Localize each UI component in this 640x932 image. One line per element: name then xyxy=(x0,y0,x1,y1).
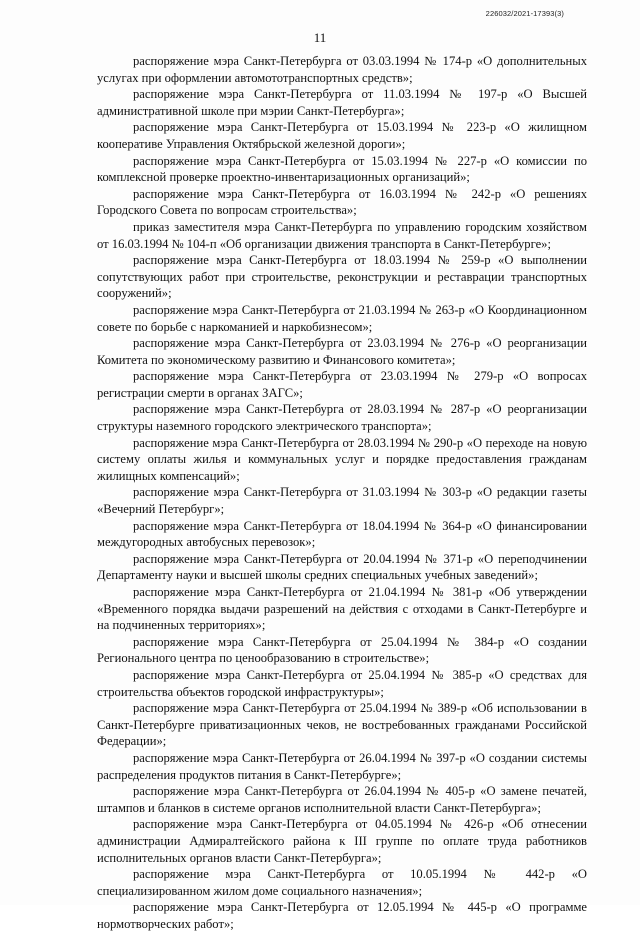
paragraph: распоряжение мэра Санкт-Петербурга от 20.04.1994 № 371-р «О переподчинении Департаменту науки и высшей школы средних специальных учебных заведений»; xyxy=(97,551,587,583)
paragraph: распоряжение мэра Санкт-Петербурга от 10.05.1994 № 442-р «О специализированном жилом доме социального назначения»; xyxy=(97,867,587,898)
paragraph: распоряжение мэра Санкт-Петербурга от 21.04.1994 № 381-р «Об утверждении «Временного порядка выдачи разрешений на действия с отходами в Санкт-Петербурге и на подчиненных территориях»; xyxy=(97,585,587,633)
paragraph: распоряжение мэра Санкт-Петербурга от 18.03.1994 № 259-р «О выполнении сопутствующих работ при строительстве, реконструкции и реставрации транспортных сооружений»; xyxy=(97,253,587,301)
paragraph: распоряжение мэра Санкт-Петербурга от 31.03.1994 № 303-р «О редакции газеты «Вечерний Петербург»; xyxy=(97,485,587,517)
paragraph: распоряжение мэра Санкт-Петербурга от 11.03.1994 № 197-р «О Высшей административной школе при мэрии Санкт-Петербурга»; xyxy=(97,87,587,118)
page-number: 11 xyxy=(313,30,327,45)
paragraph: распоряжение мэра Санкт-Петербурга от 15.03.1994 № 227-р «О комиссии по комплексной проверке проектно-инвентаризационных организаций»; xyxy=(97,153,587,185)
paragraph: распоряжение мэра Санкт-Петербурга от 25.04.1994 № 389-р «Об использовании в Санкт-Петербурге приватизационных чеков, не востребованных гражданами Российской Федерации»; xyxy=(97,701,587,749)
paragraph: распоряжение мэра Санкт-Петербурга от 16.03.1994 № 242-р «О решениях Городского Совета по вопросам строительства»; xyxy=(97,186,587,218)
paragraph: распоряжение мэра Санкт-Петербурга от 15.03.1994 № 223-р «О жилищном кооперативе Управления Октябрьской железной дороги»; xyxy=(97,120,587,151)
paragraph: распоряжение мэра Санкт-Петербурга от 12.05.1994 № 445-р «О программе нормотворческих работ»; xyxy=(97,900,587,931)
document-id: 226032/2021-17393(3) xyxy=(485,9,564,18)
paragraph: распоряжение мэра Санкт-Петербурга от 28.03.1994 № 290-р «О переходе на новую систему оплаты жилья и коммунальных услуг и порядке предоставления гражданам жилищных компенсаций»; xyxy=(97,435,587,483)
paragraph: распоряжение мэра Санкт-Петербурга от 03.03.1994 № 174-р «О дополнительных услугах при оформлении автомототранспортных средств»; xyxy=(97,54,587,85)
paragraph: распоряжение мэра Санкт-Петербурга от 21.03.1994 № 263-р «О Координационном совете по борьбе с наркоманией и наркобизнесом»; xyxy=(97,302,587,334)
paragraph: распоряжение мэра Санкт-Петербурга от 26.04.1994 № 405-р «О замене печатей, штампов и бланков в системе органов исполнительной власти Санкт-Петербурга»; xyxy=(97,784,587,815)
paragraph: распоряжение мэра Санкт-Петербурга от 23.03.1994 № 276-р «О реорганизации Комитета по экономическому развитию и Финансового комитета»; xyxy=(97,336,587,367)
document-body xyxy=(97,53,587,932)
paragraph: приказ заместителя мэра Санкт-Петербурга по управлению городским хозяйством от 16.03.1994 № 104-п «Об организации движения транспорта в Санкт-Петербурге»; xyxy=(97,219,587,251)
paragraph: распоряжение мэра Санкт-Петербурга от 04.05.1994 № 426-р «Об отнесении администрации Адмиралтейского района к III группе по оплате труда работников исполнительных органов власти Санкт-Петербурга»; xyxy=(97,817,587,865)
paragraph: распоряжение мэра Санкт-Петербурга от 18.04.1994 № 364-р «О финансировании междугородных автобусных перевозок»; xyxy=(97,518,587,550)
paragraph: распоряжение мэра Санкт-Петербурга от 23.03.1994 № 279-р «О вопросах регистрации смерти в органах ЗАГС»; xyxy=(97,369,587,400)
paragraph: распоряжение мэра Санкт-Петербурга от 26.04.1994 № 397-р «О создании системы распределения продуктов питания в Санкт-Петербурге»; xyxy=(97,750,587,782)
paragraph: распоряжение мэра Санкт-Петербурга от 25.04.1994 № 384-р «О создании Регионального центра по ценообразованию в строительстве»; xyxy=(97,634,587,666)
paragraph: распоряжение мэра Санкт-Петербурга от 25.04.1994 № 385-р «О средствах для строительства объектов городской инфраструктуры»; xyxy=(97,667,587,699)
paragraph: распоряжение мэра Санкт-Петербурга от 28.03.1994 № 287-р «О реорганизации структуры наземного городского электрического транспорта»; xyxy=(97,402,587,434)
